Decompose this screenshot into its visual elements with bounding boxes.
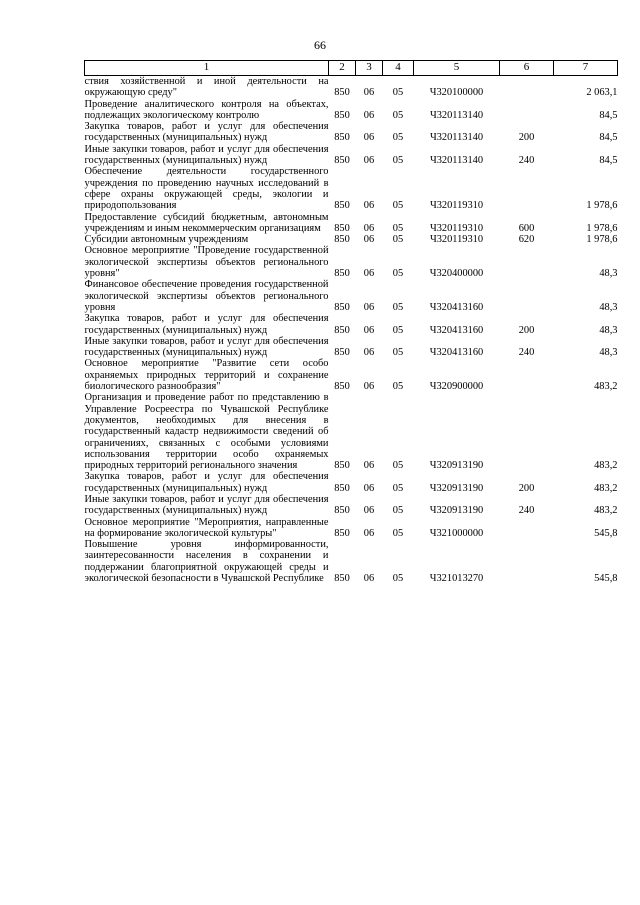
table-row [85,121,618,144]
row-code-section: 06 [363,301,375,313]
row-code-subsection: 05 [392,132,404,144]
table-row [85,358,618,392]
row-code-section: 06 [363,200,375,212]
row-amount: 84,5 [599,155,618,167]
row-code-ministry: 850 [334,460,350,472]
row-code-subsection: 05 [392,381,404,393]
row-amount: 48,3 [599,324,618,336]
row-code-section: 06 [363,234,375,246]
table-row [85,279,618,313]
row-target-article: Ч320413160 [429,324,484,336]
row-description: Закупка товаров, работ и услуг для обеспечения государственных (муниципальных) нужд [84,313,329,336]
column-header: 2 [329,61,356,76]
row-description: Основное мероприятие "Мероприятия, направленные на формирование экологической культуры" [84,516,329,539]
row-description: Финансовое обеспечение проведения государственной экологической экспертизы объектов регионального уровня [84,279,329,313]
row-expense-type: 620 [518,234,535,246]
column-header: 7 [554,61,618,76]
row-code-ministry: 850 [334,347,350,359]
row-amount: 1 978,6 [586,234,618,246]
row-description: Организация и проведение работ по представлению в Управление Росреестра по Чувашской Республике документов, необходимых для внесения в государственный кадастр недвижимости сведений об ограничениях, связанных с особыми условиями использования территории особо охраняемых природных территорий регионального значения [84,392,329,472]
row-expense-type: 200 [518,132,535,144]
row-code-subsection: 05 [392,234,404,246]
row-code-ministry: 850 [334,324,350,336]
row-description: Проведение аналитического контроля на объектах, подлежащих экологическому контролю [84,98,329,121]
row-code-ministry: 850 [334,132,350,144]
row-expense-type [500,358,554,392]
row-target-article: Ч320113140 [429,109,484,121]
row-expense-type: 240 [518,347,535,359]
row-code-section: 06 [363,482,375,494]
row-description: Основное мероприятие "Развитие сети особо охраняемых природных территорий и сохранение биологического разнообразия" [84,358,329,393]
table-row [85,313,618,336]
row-amount: 1 978,6 [586,200,618,212]
row-amount: 483,2 [594,460,618,472]
row-code-ministry: 850 [334,301,350,313]
column-header: 4 [383,61,414,76]
row-code-section: 06 [363,324,375,336]
table-row [85,517,618,540]
row-description: Закупка товаров, работ и услуг для обеспечения государственных (муниципальных) нужд [84,121,329,144]
row-amount: 483,2 [594,482,618,494]
row-code-section: 06 [363,268,375,280]
table-row [85,212,618,235]
row-description: ствия хозяйственной и иной деятельности на окружающую среду" [84,76,329,99]
row-target-article: Ч320113140 [429,155,484,167]
row-amount: 48,3 [599,347,618,359]
row-code-subsection: 05 [392,573,404,585]
row-code-ministry: 850 [334,482,350,494]
row-code-subsection: 05 [392,155,404,167]
row-code-section: 06 [363,132,375,144]
row-code-subsection: 05 [392,527,404,539]
row-code-subsection: 05 [392,505,404,517]
row-code-ministry: 850 [334,222,350,234]
row-expense-type [500,76,554,99]
table-row [85,99,618,122]
row-target-article: Ч321000000 [429,527,484,539]
row-expense-type: 600 [518,222,535,234]
row-code-section: 06 [363,155,375,167]
column-header: 1 [85,61,329,76]
row-code-subsection: 05 [392,222,404,234]
row-description: Иные закупки товаров, работ и услуг для обеспечения государственных (муниципальных) нужд [84,493,329,517]
budget-table [84,60,618,584]
row-target-article: Ч320413160 [429,301,484,313]
row-expense-type [500,392,554,471]
table-row [85,539,618,584]
row-amount: 48,3 [599,301,618,313]
row-code-section: 06 [363,460,375,472]
row-target-article: Ч320413160 [429,347,484,359]
row-amount: 84,5 [599,132,618,144]
row-code-subsection: 05 [392,324,404,336]
row-target-article: Ч320119310 [429,222,484,234]
row-code-ministry: 850 [334,268,350,280]
page-number: 66 [314,38,326,52]
row-code-ministry: 850 [334,155,350,167]
row-amount: 84,5 [599,109,618,121]
row-code-subsection: 05 [392,109,404,121]
table-row [85,494,618,517]
row-code-subsection: 05 [392,301,404,313]
row-code-section: 06 [363,573,375,585]
row-description: Иные закупки товаров, работ и услуг для обеспечения государственных (муниципальных) нужд [84,143,329,167]
row-code-ministry: 850 [334,109,350,121]
row-target-article: Ч320913190 [429,505,484,517]
row-expense-type: 240 [518,505,535,517]
row-code-section: 06 [363,527,375,539]
row-code-section: 06 [363,222,375,234]
row-target-article: Ч320400000 [429,268,484,280]
row-code-ministry: 850 [334,505,350,517]
table-row [85,471,618,494]
table-row [85,76,618,99]
row-expense-type [500,166,554,211]
row-code-ministry: 850 [334,381,350,393]
row-code-section: 06 [363,87,375,99]
row-description: Закупка товаров, работ и услуг для обеспечения государственных (муниципальных) нужд [84,471,329,494]
row-description: Субсидии автономным учреждениям [84,234,249,246]
row-description: Основное мероприятие "Проведение государственной экологической экспертизы объектов регионального уровня" [84,245,329,280]
row-expense-type [500,539,554,584]
row-code-subsection: 05 [392,482,404,494]
table-row [85,166,618,211]
row-code-subsection: 05 [392,460,404,472]
row-amount: 483,2 [594,505,618,517]
row-code-section: 06 [363,381,375,393]
row-description: Повышение уровня информированности, заинтересованности населения в сохранении и поддержании благоприятной окружающей среды и экологической безопасности в Чувашской Республике [84,539,329,585]
row-code-subsection: 05 [392,268,404,280]
row-expense-type [500,279,554,313]
row-code-ministry: 850 [334,573,350,585]
row-expense-type: 200 [518,482,535,494]
row-code-section: 06 [363,505,375,517]
row-amount: 1 978,6 [586,222,618,234]
row-code-ministry: 850 [334,527,350,539]
table-row [85,392,618,471]
row-expense-type [500,99,554,122]
row-target-article: Ч320119310 [429,234,484,246]
row-expense-type [500,517,554,540]
row-amount: 545,8 [594,573,618,585]
row-target-article: Ч320119310 [429,200,484,212]
row-amount: 2 063,1 [586,87,618,99]
row-target-article: Ч320913190 [429,482,484,494]
row-code-subsection: 05 [392,200,404,212]
row-target-article: Ч320113140 [429,132,484,144]
row-description: Иные закупки товаров, работ и услуг для обеспечения государственных (муниципальных) нужд [84,335,329,359]
column-header: 3 [356,61,383,76]
row-amount: 545,8 [594,527,618,539]
row-amount: 483,2 [594,381,618,393]
column-header: 6 [500,61,554,76]
row-code-subsection: 05 [392,87,404,99]
table-row [85,234,618,245]
row-code-section: 06 [363,109,375,121]
table-row [85,144,618,167]
row-expense-type [500,245,554,279]
row-target-article: Ч320900000 [429,381,484,393]
row-expense-type: 200 [518,324,535,336]
row-code-subsection: 05 [392,347,404,359]
table-row [85,336,618,359]
row-code-ministry: 850 [334,200,350,212]
row-code-ministry: 850 [334,87,350,99]
column-header: 5 [414,61,500,76]
row-amount: 48,3 [599,268,618,280]
table-row [85,245,618,279]
row-target-article: Ч320913190 [429,460,484,472]
row-description: Обеспечение деятельности государственного учреждения по проведению научных исследований в сфере охраны окружающей среды, экологии и природопользования [84,166,329,212]
row-description: Предоставление субсидий бюджетным, автономным учреждениям и иным некоммерческим организациям [84,211,329,234]
row-expense-type: 240 [518,155,535,167]
row-target-article: Ч320100000 [429,87,484,99]
row-code-section: 06 [363,347,375,359]
row-target-article: Ч321013270 [429,573,484,585]
row-code-ministry: 850 [334,234,350,246]
table-header-row [85,61,618,76]
